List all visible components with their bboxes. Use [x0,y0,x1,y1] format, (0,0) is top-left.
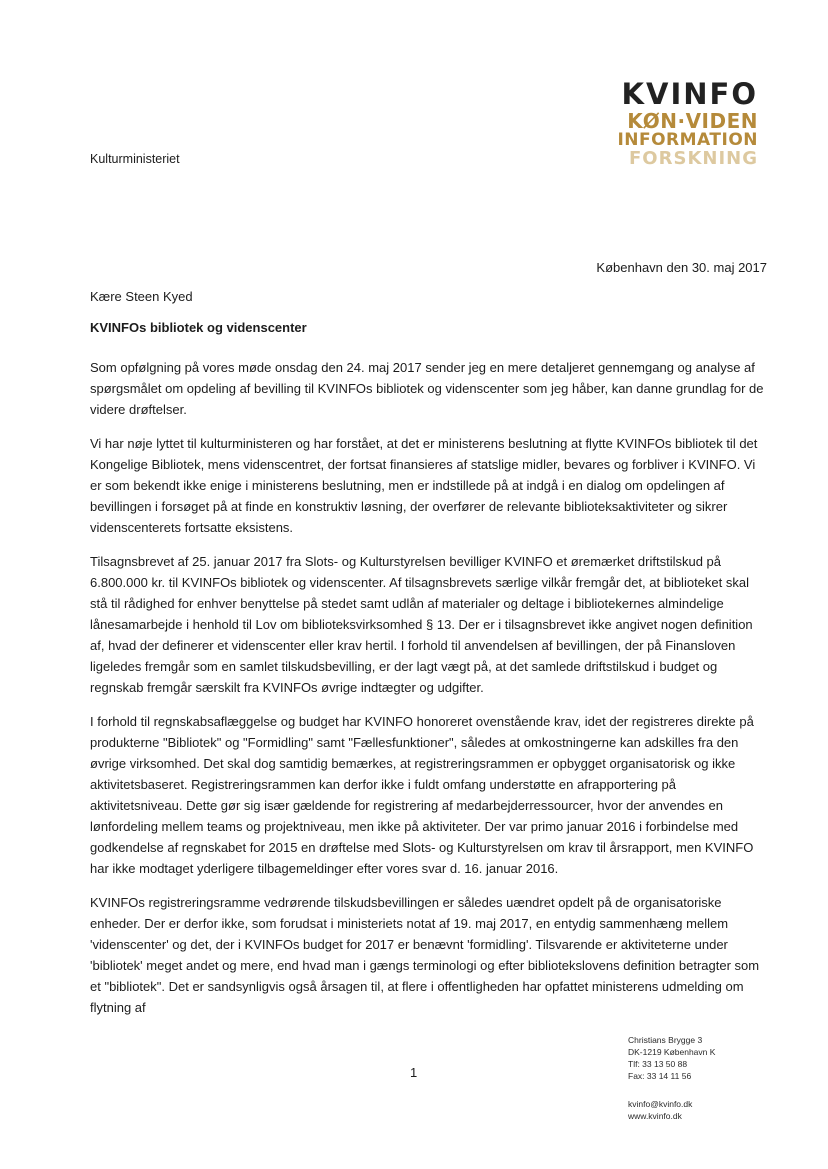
phone-number: Tlf: 33 13 50 88 [628,1059,688,1069]
page-number: 1 [410,1065,418,1080]
logo-line-kvinfo: KVINFO [621,77,758,111]
salutation: Kære Steen Kyed [90,289,193,304]
paragraph: KVINFOs registreringsramme vedrørende tilskudsbevillingen er således uændret opdelt på de organisatoriske enheder. Der er derfor ikke, som forudsat i ministeriets notat af 19. maj 2017, en entydig sammenhæng mellem 'videnscenter' og det, der i KVINFOs budget for 2017 er benævnt 'formidling'. Tilsvarende er aktiviteterne under 'bibliotek' meget andet og mere, end hvad man i gængs terminologi og efter bibliotekslovens definition betragter som et "bibliotek". Det er sandsynligvis også årsagen til, at flere i offentligheden har opfattet ministerens udmelding om flytning af [90,895,760,1015]
letter-body [90,357,765,1031]
contact-block [628,1034,715,1122]
fax-number: Fax: 33 14 11 56 [628,1071,692,1081]
logo-line-information: INFORMATION [617,130,758,150]
logo-line-kon-viden: KØN·VIDEN [627,109,758,133]
letter-subject: KVINFOs bibliotek og videnscenter [90,320,307,335]
recipient: Kulturministeriet [90,152,180,166]
paragraph: Tilsagnsbrevet af 25. januar 2017 fra Slots- og Kulturstyrelsen bevilliger KVINFO et øremærket driftstilskud på 6.800.000 kr. til KVINFOs bibliotek og videnscenter. Af tilsagnsbrevets særlige vilkår fremgår det, at biblioteket skal stå til rådighed for enhver benyttelse på stedet samt udlån af materialer og deltage i bibliotekernes almindelige lånesamarbejde i henhold til Lov om biblioteksvirksomhed § 13. Der er i tilsagnsbrevet ikke angivet nogen definition af, hvad der definerer et videnscenter eller krav hertil. I forhold til anvendelsen af bevillingen, der på Finansloven ligeledes fremgår som en samlet tilskudsbevilling, er der lagt vægt på, at det samlede driftstilskud i budget og regnskab fremgår særskilt fra KVINFOs øvrige indtægter og udgifter. [90,554,753,695]
website-url: www.kvinfo.dk [628,1111,682,1121]
paragraph: Vi har nøje lyttet til kulturministeren og har forstået, at det er ministerens beslutning at flytte KVINFOs bibliotek til det Kongelige Bibliotek, mens videnscentret, der fortsat finansieres af statslige midler, bevares og forbliver i KVINFO. Vi er som bekendt ikke enige i ministerens beslutning, men er indstillede på at indgå i en dialog om opdelingen af bevillingen i forsøget på at finde en konstruktiv løsning, der overfører de relevante biblioteksaktiviteter og sikrer videnscenterets fortsatte eksistens. [90,436,758,535]
email-address: kvinfo@kvinfo.dk [628,1099,693,1109]
paragraph: Som opfølgning på vores møde onsdag den 24. maj 2017 sender jeg en mere detaljeret gennemgang og analyse af spørgsmålet om opdeling af bevilling til KVINFOs bibliotek og videnscenter som jeg håber, kan danne grundlag for de videre drøftelser. [90,360,764,417]
kvinfo-logo [617,77,758,169]
address-city: DK-1219 København K [628,1047,716,1057]
letter-date: København den 30. maj 2017 [596,260,767,275]
paragraph: I forhold til regnskabsaflæggelse og budget har KVINFO honoreret ovenstående krav, idet der registreres direkte på produkterne "Bibliotek" og "Formidling" samt "Fællesfunktioner", således at omkostningerne kan adskilles fra den øvrige virksomhed. Det skal dog samtidig bemærkes, at registreringsrammen er opbygget organisatorisk og ikke aktivitetsbaseret. Registreringsrammen kan derfor ikke i fuldt omfang understøtte en afrapportering på aktivitetsniveau. Dette gør sig især gældende for registrering af medarbejderressourcer, hvor der anvendes en lønfordeling mellem teams og projektniveau, men ikke på aktiviteter. Der var primo januar 2016 i forbindelse med godkendelse af regnskabet for 2015 en drøftelse med Slots- og Kulturstyrelsen om krav til årsrapport, men KVINFO har ikke modtaget yderligere tilbagemeldinger efter vores svar d. 16. januar 2016. [90,714,754,876]
logo-line-forskning: FORSKNING [629,148,758,169]
address-street: Christians Brygge 3 [628,1035,703,1045]
